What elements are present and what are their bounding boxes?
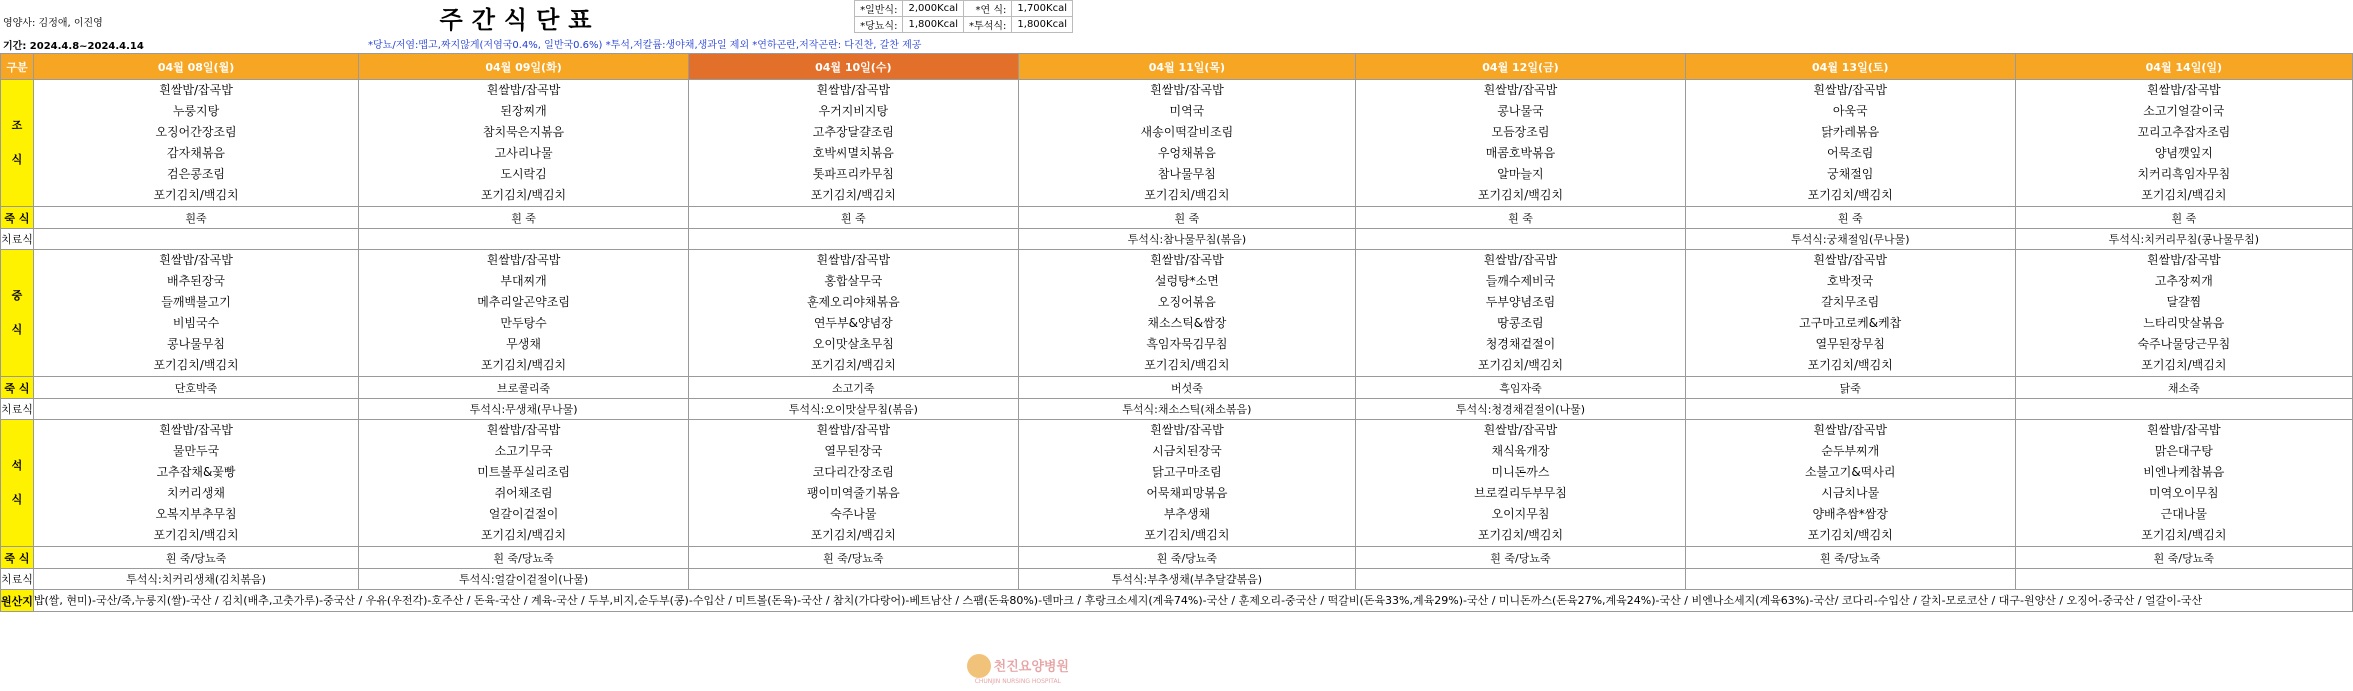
menu-item: 흰쌀밥/잡곡밥 <box>1483 253 1558 267</box>
menu-item: 콩나물국 <box>1497 104 1544 118</box>
menu-item: 미역국 <box>1169 104 1205 118</box>
menu-item: 쥐어채조림 <box>494 486 553 500</box>
menu-item: 흰쌀밥/잡곡밥 <box>816 253 891 267</box>
menu-item: 흰쌀밥/잡곡밥 <box>1150 83 1224 97</box>
therapy-cell: 투석식:청경채겉절이(나물) <box>1356 399 1686 420</box>
therapy-cell <box>2015 399 2352 420</box>
therapy-cell <box>1685 569 2015 590</box>
therapy-row <box>1 569 2353 590</box>
menu-cell <box>359 80 689 207</box>
menu-item: 고추장달걀조림 <box>812 125 894 139</box>
menu-cell <box>1018 250 1355 377</box>
menu-item: 포기김치/백김치 <box>2141 358 2227 372</box>
menu-item: 느타리맛살볶음 <box>2143 316 2225 330</box>
menu-item: 포기김치/백김치 <box>480 188 567 202</box>
menu-item: 포기김치/백김치 <box>153 528 239 542</box>
menu-item: 청경채겉절이 <box>1485 337 1556 351</box>
menu-item: 알마늘지 <box>1497 167 1544 181</box>
kcal-value: 2,000Kcal <box>903 1 964 17</box>
therapy-cell: 투석식:오이맛살무침(볶음) <box>688 399 1018 420</box>
menu-item: 흰쌀밥/잡곡밥 <box>1813 423 1888 437</box>
menu-item: 포기김치/백김치 <box>1144 188 1230 202</box>
therapy-cell: 투석식:무생채(무나물) <box>359 399 689 420</box>
menu-item: 팽이미역줄기볶음 <box>806 486 900 500</box>
porridge-cell: 흰 죽 <box>359 207 689 229</box>
menu-cell <box>2015 80 2352 207</box>
menu-item: 궁채절임 <box>1827 167 1874 181</box>
menu-item: 흰쌀밥/잡곡밥 <box>1813 83 1888 97</box>
nutritionist: 영양사: 김정애, 이진영 <box>3 18 103 29</box>
menu-cell <box>1356 80 1686 207</box>
logo-icon <box>967 654 991 678</box>
porridge-cell: 흰 죽/당뇨죽 <box>1685 547 2015 569</box>
day-header: 04월 11일(목) <box>1018 54 1355 80</box>
menu-item: 포기김치/백김치 <box>2141 528 2227 542</box>
menu-item: 홍합살무국 <box>824 274 883 288</box>
menu-item: 열무된장국 <box>824 444 883 458</box>
menu-item: 참치묵은지볶음 <box>482 125 565 139</box>
menu-item: 포기김치/백김치 <box>810 528 896 542</box>
porridge-label: 죽 식 <box>1 547 34 569</box>
kcal-value: 1,800Kcal <box>1012 17 1073 33</box>
origin-row <box>1 590 2353 612</box>
menu-item: 시금치된장국 <box>1152 444 1222 458</box>
porridge-cell: 소고기죽 <box>688 377 1018 399</box>
menu-item: 배추된장국 <box>167 274 226 288</box>
menu-item: 어묵채피망볶음 <box>1146 486 1228 500</box>
menu-item: 포기김치/백김치 <box>1144 528 1230 542</box>
menu-item: 흰쌀밥/잡곡밥 <box>816 423 891 437</box>
menu-item: 호박씨멸치볶음 <box>812 146 894 160</box>
menu-item: 어묵조림 <box>1827 146 1874 160</box>
menu-item: 흰쌀밥/잡곡밥 <box>1483 83 1558 97</box>
menu-item: 미역오이무침 <box>2149 486 2219 500</box>
menu-cell <box>1685 80 2015 207</box>
menu-item: 포기김치/백김치 <box>480 528 567 542</box>
kcal-table <box>854 0 1073 33</box>
menu-item: 포기김치/백김치 <box>1807 528 1893 542</box>
menu-item: 맑은대구탕 <box>2154 444 2213 458</box>
therapy-cell <box>688 229 1018 250</box>
menu-item: 흰쌀밥/잡곡밥 <box>816 83 891 97</box>
menu-item: 참나물무침 <box>1157 167 1216 181</box>
menu-item: 오이맛살초무침 <box>812 337 894 351</box>
day-header: 04월 13일(토) <box>1685 54 2015 80</box>
menu-item: 톳파프리카무침 <box>812 167 894 181</box>
menu-item: 설렁탕*소면 <box>1154 274 1219 288</box>
menu-item: 흰쌀밥/잡곡밥 <box>1483 423 1558 437</box>
meal-label: 석 식 <box>1 420 34 547</box>
therapy-row <box>1 399 2353 420</box>
menu-item: 치커리흑임자무침 <box>2137 167 2231 181</box>
therapy-cell <box>33 229 358 250</box>
porridge-cell: 흑임자죽 <box>1356 377 1686 399</box>
therapy-cell <box>688 569 1018 590</box>
menu-item: 흰쌀밥/잡곡밥 <box>2147 253 2221 267</box>
therapy-cell: 투석식:부추생채(부추달걀볶음) <box>1018 569 1355 590</box>
menu-item: 포기김치/백김치 <box>1477 358 1564 372</box>
menu-item: 포기김치/백김치 <box>1144 358 1230 372</box>
menu-item: 감자채볶음 <box>167 146 226 160</box>
day-header: 04월 12일(금) <box>1356 54 1686 80</box>
menu-item: 흰쌀밥/잡곡밥 <box>486 83 561 97</box>
menu-item: 오징어간장조림 <box>155 125 237 139</box>
menu-item: 아욱국 <box>1832 104 1868 118</box>
porridge-cell: 흰 죽 <box>688 207 1018 229</box>
therapy-label: 치료식 <box>1 399 34 420</box>
porridge-cell: 흰 죽 <box>1685 207 2015 229</box>
meal-row <box>1 420 2353 547</box>
therapy-cell <box>1356 569 1686 590</box>
menu-item: 흰쌀밥/잡곡밥 <box>159 83 233 97</box>
therapy-cell <box>2015 569 2352 590</box>
therapy-label: 치료식 <box>1 569 34 590</box>
header <box>0 0 1077 52</box>
kcal-label: *일반식: <box>855 1 903 17</box>
menu-item: 흰쌀밥/잡곡밥 <box>159 253 233 267</box>
therapy-cell: 투석식:얼갈이겉절이(나물) <box>359 569 689 590</box>
menu-cell <box>2015 250 2352 377</box>
menu-item: 무생채 <box>506 337 541 351</box>
porridge-cell: 닭죽 <box>1685 377 2015 399</box>
menu-item: 땅콩조림 <box>1497 316 1544 330</box>
menu-item: 흰쌀밥/잡곡밥 <box>486 253 561 267</box>
menu-cell <box>359 420 689 547</box>
menu-item: 숙주나물 <box>830 507 877 521</box>
menu-item: 채식육개장 <box>1491 444 1550 458</box>
day-header: 04월 08일(월) <box>33 54 358 80</box>
menu-item: 훈제오리야채볶음 <box>806 295 900 309</box>
menu-item: 미트볼푸실리조림 <box>477 465 570 479</box>
menu-item: 오이지무침 <box>1491 507 1550 521</box>
menu-item: 포기김치/백김치 <box>810 188 896 202</box>
menu-item: 새송이떡갈비조림 <box>1140 125 1234 139</box>
menu-item: 브로컬리두부무침 <box>1474 486 1567 500</box>
diet-note: *당뇨/저염:맵고,짜지않게(저염국0.4%, 일반국0.6%) *투석,저칼륨:생야채,생과일 제외 *연하곤란,저작곤란: 다진찬, 갈찬 제공 <box>368 40 922 51</box>
menu-cell <box>1356 250 1686 377</box>
menu-item: 포기김치/백김치 <box>1807 358 1893 372</box>
day-header-row <box>1 54 2353 80</box>
therapy-cell <box>1685 399 2015 420</box>
menu-item: 비엔나케찹볶음 <box>2143 465 2225 479</box>
menu-cell <box>1356 420 1686 547</box>
meal-row <box>1 80 2353 207</box>
origin-text: 밥(쌀, 현미)-국산/죽,누룽지(쌀)-국산 / 김치(배추,고춧가루)-중국산 / 우유(우전각)-호주산 / 돈육-국산 / 계육-국산 / 두부,비지,순두부(콩)-수입산 / 미트볼(돈육)-국산 / 참치(가다랑어)-베트남산 / 스팸(돈육80%)-덴마크 / 후랑크소세지(계육74%)-국산 / 훈제오리-중국산 / 떡갈비(돈육33%,계육29%)-국산 / 미니돈까스(돈육27%,계육24%)-국산 / 비엔나소세지(계육63%)-국산/ 코다리-수입산 / 갈치-모로코산 / 대구-원양산 / 오징어-중국산 / 얼갈이-국산 <box>33 590 2352 612</box>
menu-item: 닭카레볶음 <box>1821 125 1880 139</box>
menu-cell <box>1018 80 1355 207</box>
kcal-label: *당뇨식: <box>855 17 903 33</box>
menu-item: 순두부찌개 <box>1821 444 1880 458</box>
porridge-row <box>1 377 2353 399</box>
logo-name: 천진요양병원 <box>993 659 1069 675</box>
menu-item: 오복지부추무침 <box>155 507 237 521</box>
menu-item: 포기김치/백김치 <box>153 188 239 202</box>
menu-cell <box>1685 250 2015 377</box>
menu-item: 흰쌀밥/잡곡밥 <box>486 423 561 437</box>
menu-cell <box>359 250 689 377</box>
therapy-cell <box>1356 229 1686 250</box>
porridge-cell: 버섯죽 <box>1018 377 1355 399</box>
menu-cell <box>2015 420 2352 547</box>
porridge-cell: 브로콜리죽 <box>359 377 689 399</box>
menu-item: 우거지비지탕 <box>818 104 889 118</box>
porridge-cell: 흰 죽/당뇨죽 <box>2015 547 2352 569</box>
menu-item: 양념깻잎지 <box>2154 146 2213 160</box>
menu-item: 포기김치/백김치 <box>2141 188 2227 202</box>
menu-item: 갈치무조림 <box>1821 295 1880 309</box>
menu-item: 된장찌개 <box>500 104 547 118</box>
menu-item: 치커리생채 <box>167 486 226 500</box>
kcal-label: *투석식: <box>964 17 1012 33</box>
porridge-cell: 흰 죽/당뇨죽 <box>359 547 689 569</box>
therapy-cell: 투석식:치커리생채(김치볶음) <box>33 569 358 590</box>
menu-item: 꼬리고추잡자조림 <box>2137 125 2231 139</box>
menu-item: 누룽지탕 <box>172 104 220 118</box>
menu-cell <box>33 250 358 377</box>
menu-item: 모듬장조림 <box>1491 125 1550 139</box>
menu-item: 얼갈이겉절이 <box>488 507 559 521</box>
menu-item: 흰쌀밥/잡곡밥 <box>1150 423 1224 437</box>
menu-cell <box>688 80 1018 207</box>
menu-item: 포기김치/백김치 <box>810 358 896 372</box>
menu-item: 메추리알곤약조림 <box>477 295 570 309</box>
porridge-cell: 흰죽 <box>33 207 358 229</box>
porridge-cell: 흰 죽 <box>1018 207 1355 229</box>
corner-cell: 구분 <box>1 54 34 80</box>
day-header: 04월 10일(수) <box>688 54 1018 80</box>
porridge-cell: 흰 죽/당뇨죽 <box>688 547 1018 569</box>
porridge-cell: 흰 죽/당뇨죽 <box>33 547 358 569</box>
menu-item: 검은콩조림 <box>167 167 226 181</box>
menu-item: 흰쌀밥/잡곡밥 <box>1813 253 1888 267</box>
menu-item: 고사리나물 <box>494 146 553 160</box>
period: 기간: 2024.4.8~2024.4.14 <box>3 41 144 52</box>
menu-item: 흑임자묵김무침 <box>1146 337 1228 351</box>
menu-item: 콩나물무침 <box>167 337 226 351</box>
hospital-logo <box>967 654 1069 685</box>
porridge-cell: 흰 죽/당뇨죽 <box>1356 547 1686 569</box>
origin-label: 원산지 <box>1 590 34 612</box>
menu-item: 소고기무국 <box>494 444 553 458</box>
porridge-cell: 채소죽 <box>2015 377 2352 399</box>
day-header: 04월 09일(화) <box>359 54 689 80</box>
meal-row <box>1 250 2353 377</box>
menu-item: 흰쌀밥/잡곡밥 <box>1150 253 1224 267</box>
menu-item: 고구마고로케&케찹 <box>1799 316 1902 330</box>
therapy-label: 치료식 <box>1 229 34 250</box>
porridge-cell: 단호박죽 <box>33 377 358 399</box>
menu-item: 고추장찌개 <box>2154 274 2213 288</box>
menu-item: 오징어볶음 <box>1157 295 1216 309</box>
menu-item: 미니돈까스 <box>1491 465 1550 479</box>
porridge-row <box>1 547 2353 569</box>
menu-item: 근대나물 <box>2160 507 2208 521</box>
logo-english: CHUNJIN NURSING HOSPITAL <box>974 678 1061 685</box>
kcal-value: 1,800Kcal <box>903 17 964 33</box>
menu-cell <box>688 420 1018 547</box>
therapy-cell <box>33 399 358 420</box>
menu-item: 두부양념조림 <box>1485 295 1556 309</box>
menu-item: 도시락김 <box>500 167 547 181</box>
menu-item: 소고기얼갈이국 <box>2143 104 2225 118</box>
menu-item: 고추잡채&꽃빵 <box>156 465 236 479</box>
menu-table <box>0 53 2353 612</box>
menu-item: 달걀찜 <box>2166 295 2202 309</box>
menu-item: 숙주나물당근무침 <box>2137 337 2231 351</box>
menu-item: 열무된장무침 <box>1815 337 1885 351</box>
menu-item: 소불고기&떡사리 <box>1804 465 1896 479</box>
menu-item: 시금치나물 <box>1821 486 1880 500</box>
therapy-cell: 투석식:참나물무침(볶음) <box>1018 229 1355 250</box>
page-title: 주간식단표 <box>439 6 601 34</box>
menu-item: 호박젓국 <box>1827 274 1874 288</box>
therapy-cell <box>359 229 689 250</box>
porridge-row <box>1 207 2353 229</box>
menu-cell <box>33 80 358 207</box>
porridge-label: 죽 식 <box>1 377 34 399</box>
menu-cell <box>1685 420 2015 547</box>
porridge-cell: 흰 죽 <box>1356 207 1686 229</box>
menu-item: 닭고구마조림 <box>1152 465 1222 479</box>
porridge-label: 죽 식 <box>1 207 34 229</box>
menu-cell <box>33 420 358 547</box>
menu-item: 부추생채 <box>1163 507 1211 521</box>
menu-item: 양배추쌈*쌈장 <box>1812 507 1888 521</box>
menu-item: 포기김치/백김치 <box>1477 528 1564 542</box>
porridge-cell: 흰 죽/당뇨죽 <box>1018 547 1355 569</box>
therapy-cell: 투석식:궁채절임(무나물) <box>1685 229 2015 250</box>
kcal-value: 1,700Kcal <box>1012 1 1073 17</box>
menu-item: 비빔국수 <box>172 316 220 330</box>
menu-item: 만두탕수 <box>500 316 547 330</box>
menu-item: 들깨백불고기 <box>161 295 231 309</box>
menu-item: 매콤호박볶음 <box>1485 146 1556 160</box>
meal-label: 조 식 <box>1 80 34 207</box>
menu-item: 우엉채볶음 <box>1157 146 1216 160</box>
menu-item: 포기김치/백김치 <box>1477 188 1564 202</box>
meal-label: 중 식 <box>1 250 34 377</box>
therapy-cell: 투석식:채소스틱(채소볶음) <box>1018 399 1355 420</box>
menu-item: 흰쌀밥/잡곡밥 <box>2147 423 2221 437</box>
menu-item: 포기김치/백김치 <box>480 358 567 372</box>
menu-item: 들깨수제비국 <box>1485 274 1556 288</box>
menu-item: 연두부&양념장 <box>813 316 893 330</box>
menu-cell <box>688 250 1018 377</box>
menu-item: 채소스틱&쌈장 <box>1147 316 1227 330</box>
menu-item: 포기김치/백김치 <box>1807 188 1893 202</box>
menu-cell <box>1018 420 1355 547</box>
day-header: 04월 14일(일) <box>2015 54 2352 80</box>
menu-item: 부대찌개 <box>500 274 547 288</box>
porridge-cell: 흰 죽 <box>2015 207 2352 229</box>
therapy-row <box>1 229 2353 250</box>
menu-item: 물만두국 <box>172 444 220 458</box>
menu-item: 흰쌀밥/잡곡밥 <box>159 423 233 437</box>
menu-item: 코다리간장조림 <box>812 465 894 479</box>
therapy-cell: 투석식:치커리무침(콩나물무침) <box>2015 229 2352 250</box>
menu-item: 흰쌀밥/잡곡밥 <box>2147 83 2221 97</box>
kcal-label: *연 식: <box>964 1 1012 17</box>
menu-item: 포기김치/백김치 <box>153 358 239 372</box>
